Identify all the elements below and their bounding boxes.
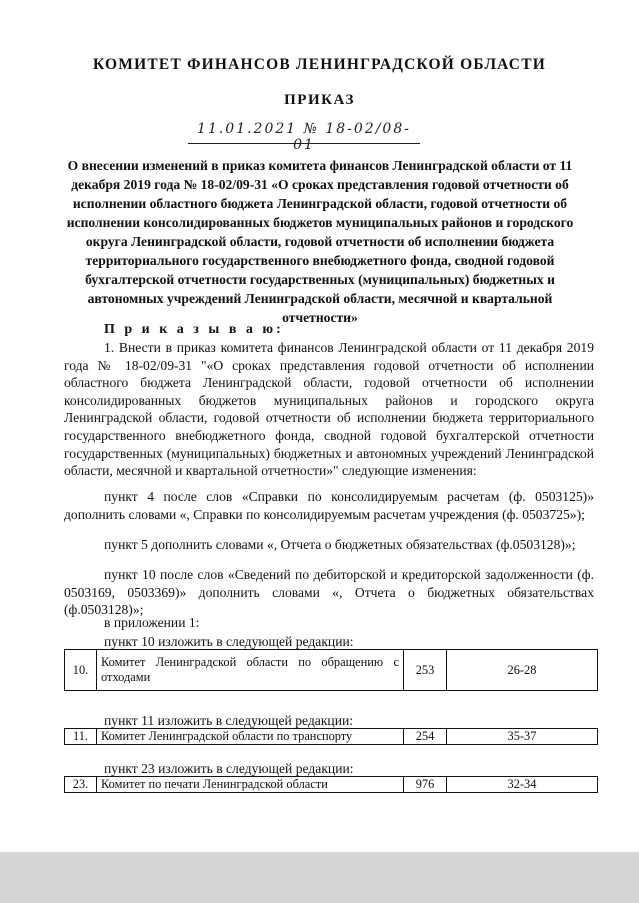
replacement-table: [64, 776, 598, 793]
row-range: 26-28: [447, 650, 598, 691]
document-type: ПРИКАЗ: [284, 92, 355, 108]
table-row: [65, 777, 598, 793]
row-name: Комитет по печати Ленинградской области: [97, 777, 404, 793]
row-number: 10.: [65, 650, 97, 691]
committee-heading: КОМИТЕТ ФИНАНСОВ ЛЕНИНГРАДСКОЙ ОБЛАСТИ: [93, 56, 546, 73]
item-1-paragraph: [64, 339, 594, 480]
replacement-heading: пункт 23 изложить в следующей редакции:: [104, 761, 354, 776]
table-row: [65, 650, 598, 691]
replacement-heading: пункт 11 изложить в следующей редакции:: [104, 713, 354, 728]
item-1-text: 1. Внести в приказ комитета финансов Ленинградской области от 11 декабря 2019 года № 18-02/09-31 "«О сроках представления годовой отчетности об исполнении областного бюджета Ленинградской области, годовой отчетности об исполнении консолидированных бюджетов муниципальных районов и городского округа Ленинградской области, годовой отчетности об исполнении бюджета территориального государственного внебюджетного фонда, сводной годовой бухгалтерской отчетности государственных (муниципальных) бюджетных и автономных учреждений Ленинградской области, месячной и квартальной отчетности»" следующие изменения:: [64, 340, 594, 479]
replacement-table: [64, 728, 598, 745]
row-name: Комитет Ленинградской области по транспорту: [97, 729, 404, 745]
row-code: 254: [404, 729, 447, 745]
order-subject: О внесении изменений в приказ комитета финансов Ленинградской области от 11 декабря 2019 года № 18-02/09-31 «О сроках представления годовой отчетности об исполнении областного бюджета Ленинградской области, годовой отчетности об исполнении консолидированных бюджетов муниципальных районов и городского округа Ленинградской области, годовой отчетности об исполнении бюджета территориального государственного внебюджетного фонда, сводной годовой бухгалтерской отчетности государственных (муниципальных) бюджетных и автономных учреждений Ленинградской области, месячной и квартальной отчетности»: [66, 158, 574, 325]
order-word: П р и к а з ы в а ю:: [104, 322, 284, 337]
appendix-line: в приложении 1:: [104, 615, 200, 630]
document-number-handwritten: 11.01.2021 № 18-02/08-01: [188, 121, 420, 144]
row-code: 976: [404, 777, 447, 793]
point-10-text: пункт 10 после слов «Сведений по дебиторской и кредиторской задолженности (ф. 0503169, 0503369)» дополнить словами «, Отчета о бюджетных обязательствах (ф.0503128)»;: [64, 567, 594, 618]
point-5-paragraph: [64, 536, 594, 554]
row-range: 35-37: [447, 729, 598, 745]
scan-footer-band: [0, 852, 639, 903]
point-10-paragraph: [64, 566, 594, 619]
point-4-paragraph: [64, 488, 594, 523]
point-4-text: пункт 4 после слов «Справки по консолидируемым расчетам (ф. 0503125)» дополнить словами «, Справки по консолидируемым расчетам учреждения (ф. 0503725»);: [64, 489, 594, 522]
row-code: 253: [404, 650, 447, 691]
row-number: 11.: [65, 729, 97, 745]
point-5-text: пункт 5 дополнить словами «, Отчета о бюджетных обязательствах (ф.0503128)»;: [104, 537, 576, 552]
row-range: 32-34: [447, 777, 598, 793]
replacement-heading: пункт 10 изложить в следующей редакции:: [104, 634, 354, 649]
replacement-table: [64, 649, 598, 691]
table-row: [65, 729, 598, 745]
row-number: 23.: [65, 777, 97, 793]
row-name: Комитет Ленинградской области по обращению с отходами: [97, 650, 404, 691]
